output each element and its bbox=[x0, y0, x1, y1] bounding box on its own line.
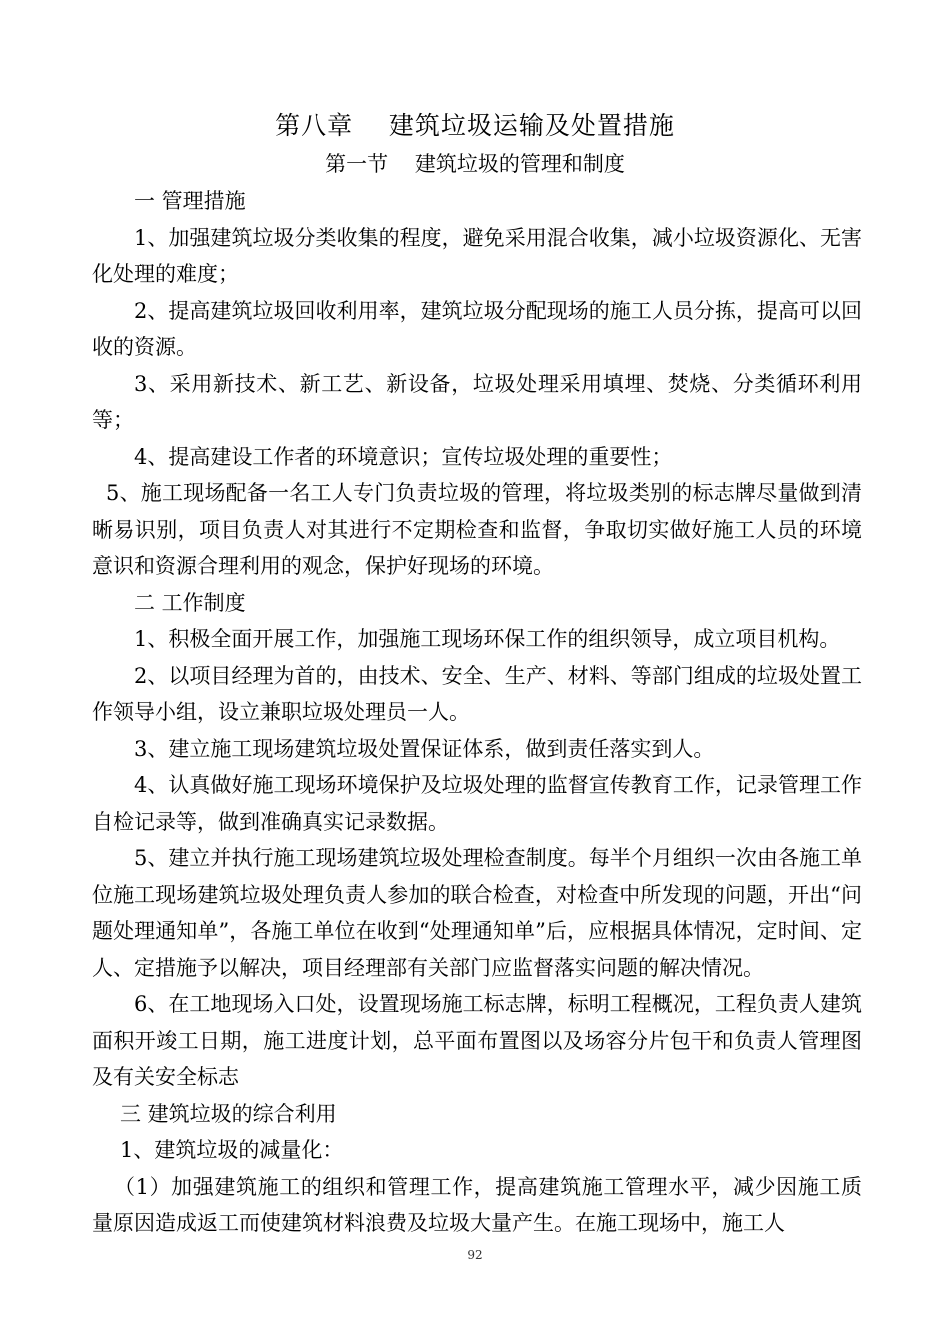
subheading-reduction: 1、建筑垃圾的减量化： bbox=[120, 1138, 344, 1162]
paragraph: 1、积极全面开展工作，加强施工现场环保工作的组织领导，成立项目机构。 bbox=[134, 627, 841, 651]
chapter-title: 第八章 建筑垃圾运输及处置措施 bbox=[275, 111, 675, 140]
document-body bbox=[92, 183, 862, 1242]
heading-work-system: 二 工作制度 bbox=[134, 590, 246, 615]
section-title: 第一节 建筑垃圾的管理和制度 bbox=[325, 152, 625, 176]
paragraph: 2、提高建筑垃圾回收利用率，建筑垃圾分配现场的施工人员分拣，提高可以回收的资源。 bbox=[92, 298, 862, 359]
heading-management-measures: 一 管理措施 bbox=[134, 189, 246, 213]
paragraph: 5、施工现场配备一名工人专门负责垃圾的管理，将垃圾类别的标志牌尽量做到清晰易识别，项目负责人对其进行不定期检查和监督，争取切实做好施工人员的环境意识和资源合理利用的观念，保护好现场的环境。 bbox=[92, 481, 862, 578]
page-number: 92 bbox=[467, 1248, 483, 1262]
paragraph: 2、以项目经理为首的，由技术、安全、生产、材料、等部门组成的垃圾处置工作领导小组，设立兼职垃圾处理员一人。 bbox=[92, 663, 862, 724]
heading-comprehensive-use: 三 建筑垃圾的综合利用 bbox=[120, 1101, 337, 1126]
paragraph: 6、在工地现场入口处，设置现场施工标志牌，标明工程概况，工程负责人建筑面积开竣工日期，施工进度计划，总平面布置图以及场容分片包干和负责人管理图及有关安全标志 bbox=[92, 992, 862, 1089]
paragraph: 3、采用新技术、新工艺、新设备，垃圾处理采用填埋、焚烧、分类循环利用等； bbox=[92, 371, 862, 432]
paragraph: 4、认真做好施工现场环境保护及垃圾处理的监督宣传教育工作，记录管理工作自检记录等，做到准确真实记录数据。 bbox=[92, 773, 862, 834]
paragraph: 4、提高建设工作者的环境意识；宣传垃圾处理的重要性； bbox=[134, 444, 673, 469]
paragraph: （1）加强建筑施工的组织和管理工作，提高建筑施工管理水平，减少因施工质量原因造成返工而使建筑材料浪费及垃圾大量产生。在施工现场中，施工人 bbox=[92, 1174, 862, 1235]
paragraph: 1、加强建筑垃圾分类收集的程度，避免采用混合收集，减小垃圾资源化、无害化处理的难度； bbox=[92, 225, 862, 286]
paragraph: 5、建立并执行施工现场建筑垃圾处理检查制度。每半个月组织一次由各施工单位施工现场建筑垃圾处理负责人参加的联合检查，对检查中所发现的问题，开出“问题处理通知单”，各施工单位在收到“处理通知单”后，应根据具体情况，定时间、定人、定措施予以解决，项目经理部有关部门应监督落实问题的解决情况。 bbox=[92, 846, 862, 980]
paragraph: 3、建立施工现场建筑垃圾处置保证体系，做到责任落实到人。 bbox=[134, 736, 715, 761]
